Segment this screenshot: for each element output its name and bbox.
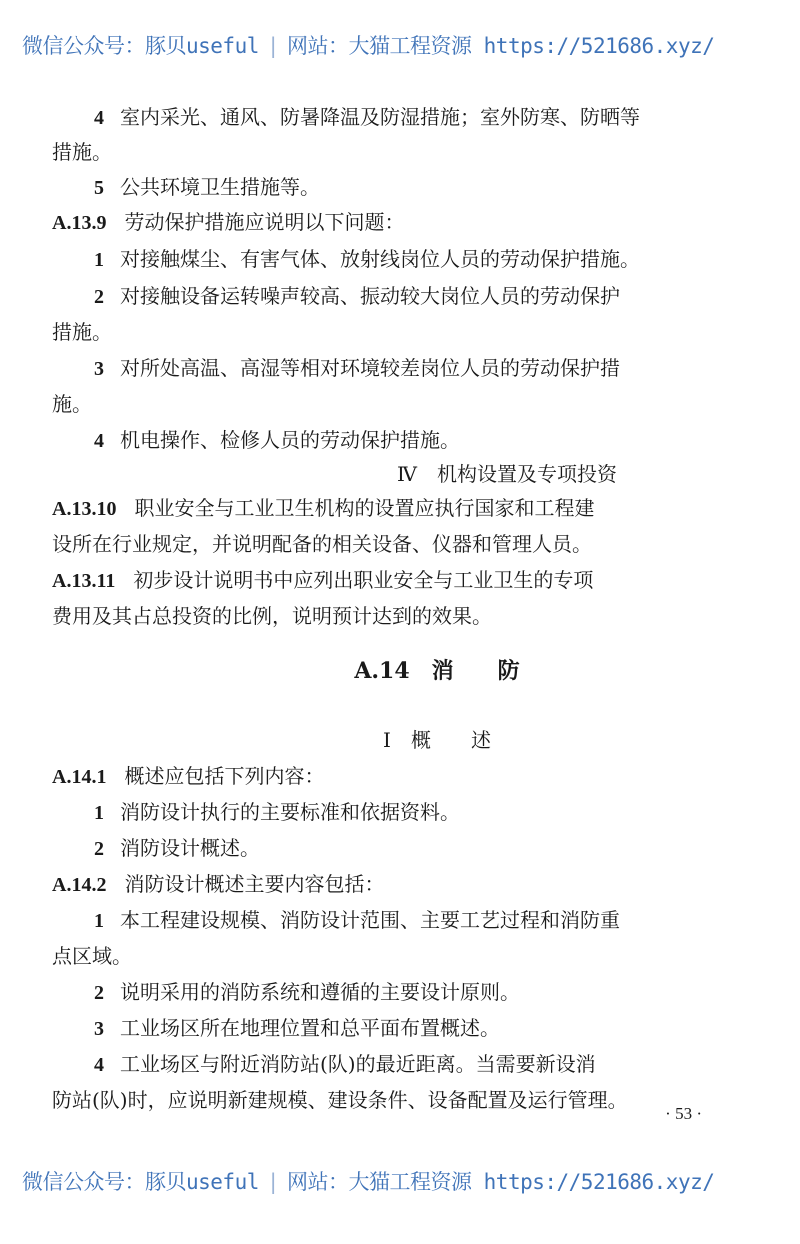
- list-item: 1 消防设计执行的主要标准和依据资料。: [94, 800, 460, 824]
- list-item-continued: 施。: [52, 392, 92, 416]
- watermark-website: 网站：大猫工程资源 https://521686.xyz/: [287, 34, 715, 58]
- list-item-continued: 防站(队)时，应说明新建规模、建设条件、设备配置及运行管理。: [52, 1088, 628, 1112]
- clause-a-13-11: A.13.11 初步设计说明书中应列出职业安全与工业卫生的专项: [52, 568, 594, 592]
- list-item: 4 室内采光、通风、防暑降温及防湿措施；室外防寒、防晒等: [94, 105, 640, 129]
- clause-a-13-10: A.13.10 职业安全与工业卫生机构的设置应执行国家和工程建: [52, 496, 595, 520]
- list-item-continued: 点区域。: [52, 944, 132, 968]
- list-item-continued: 措施。: [52, 140, 112, 164]
- section-heading-a-14: A.14 消 防: [354, 658, 520, 684]
- list-item: 3 工业场区所在地理位置和总平面布置概述。: [94, 1016, 500, 1040]
- clause-continued: 设所在行业规定，并说明配备的相关设备、仪器和管理人员。: [52, 532, 592, 556]
- watermark-separator: |: [266, 34, 280, 58]
- watermark-bottom: [22, 1166, 782, 1196]
- clause-continued: 费用及其占总投资的比例，说明预计达到的效果。: [52, 604, 492, 628]
- list-item: 2 对接触设备运转噪声较高、振动较大岗位人员的劳动保护: [94, 284, 620, 308]
- watermark-separator: |: [266, 1170, 280, 1194]
- subsection-heading-i: Ⅰ 概 述: [383, 728, 491, 752]
- watermark-wechat: 微信公众号：豚贝useful: [22, 1170, 259, 1194]
- list-item-continued: 措施。: [52, 320, 112, 344]
- clause-a-13-9: A.13.9 劳动保护措施应说明以下问题：: [52, 210, 405, 234]
- watermark-website: 网站：大猫工程资源 https://521686.xyz/: [287, 1170, 715, 1194]
- list-item: 1 对接触煤尘、有害气体、放射线岗位人员的劳动保护措施。: [94, 247, 640, 271]
- list-item: 4 工业场区与附近消防站(队)的最近距离。当需要新设消: [94, 1052, 596, 1076]
- page-number: · 53 ·: [665, 1104, 702, 1123]
- subsection-heading-iv: Ⅳ 机构设置及专项投资: [397, 462, 617, 486]
- list-item: 4 机电操作、检修人员的劳动保护措施。: [94, 428, 460, 452]
- list-item: 2 说明采用的消防系统和遵循的主要设计原则。: [94, 980, 520, 1004]
- list-item: 3 对所处高温、高湿等相对环境较差岗位人员的劳动保护措: [94, 356, 620, 380]
- list-item: 5 公共环境卫生措施等。: [94, 175, 320, 199]
- list-item: 1 本工程建设规模、消防设计范围、主要工艺过程和消防重: [94, 908, 620, 932]
- clause-a-14-2: A.14.2 消防设计概述主要内容包括：: [52, 872, 385, 896]
- watermark-top: [22, 30, 782, 60]
- clause-a-14-1: A.14.1 概述应包括下列内容：: [52, 764, 325, 788]
- list-item: 2 消防设计概述。: [94, 836, 260, 860]
- watermark-wechat: 微信公众号：豚贝useful: [22, 34, 259, 58]
